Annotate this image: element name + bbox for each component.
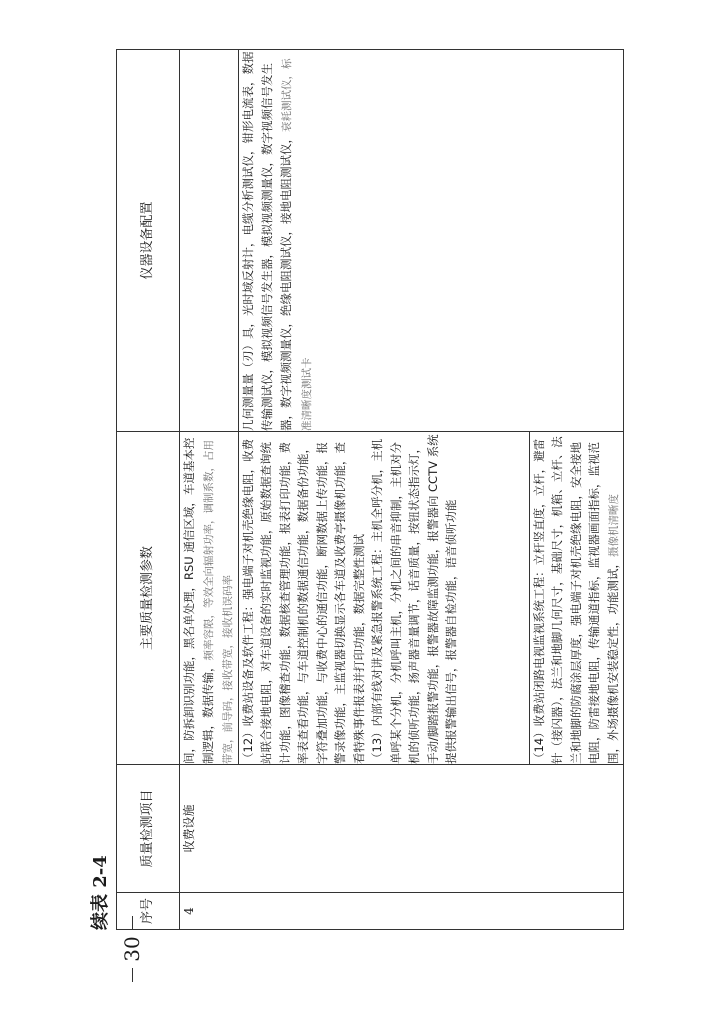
cell-params-12-13 [238,432,529,765]
table-header-row [117,50,180,930]
header-no: 序号 [117,893,180,930]
instruments-text: 几何测量量（刃）具，光时域反射计，电缆分析测试仪，钳形电流表，数据传输测试仪，模拟视频信号发生器，模拟视频测量仪，数字视频信号发生器，数字视频测量仪，绝缘电阻测试仪，接地电阻测试仪， [240,51,293,431]
page-number-dash-left [132,968,133,982]
params-continued-text: 间，防拆卸识别功能，黑名单处理，RSU 通信区域，车道基本控制逻辑，数据传输， [182,437,215,764]
header-params: 主要质量检测参数 [117,432,180,765]
params-continued-faint: 频率容限，等效全向辐射功率，调制系数，占用带宽，前导码，接收带宽，接收机误码率 [202,440,234,764]
header-item: 质量检测项目 [117,765,180,893]
page-number-text: 30 [120,936,144,962]
header-instruments: 仪器设备配置 [117,50,180,432]
params-item-14: （14）收费站闭路电视监视系统工程：立杆竖直度，立杆，避雷针（接闪器），法兰和地脚几何尺寸，基础尺寸，机箱、立杆、法兰和地脚的防腐涂层厚度，强电端子对机壳绝缘电阻，安全接地电阻，防雷接地电阻，传输通道指标，监视器画面指标，监视范围，外场摄像机安装稳定性，功能测试， [531,436,620,764]
cell-instruments-empty [180,50,239,432]
params-item-14-faint: 摄像机清晰度 [607,494,620,557]
params-item-12: （12）收费站设备及软件工程：强电端子对机壳绝缘电阻，收费站联合接地电阻，对车道设备的实时监视功能，原始数据查询统计功能，图像稽查功能，数据核查管理功能，报表打印功能，费率表查看功能，与车道控制机的数据通信功能，数据备份功能，字符叠加功能，与收费中心的通信功能，断网数据上传功能，报警录像功能，主监视器切换显示各车道及收费亭摄像机功能，查看特殊事件报表并打印功能，数据完整性测试 [240,438,366,764]
cell-params-continued [180,432,239,765]
cell-params-14 [529,432,624,765]
table-caption: 续表 2-4 [90,855,111,930]
cell-no: 4 [180,893,624,930]
cell-item: 收费设施 [180,765,624,893]
instruments-faint: 衰耗测试仪，标准清晰度测试卡 [280,58,313,431]
cell-instruments [238,50,624,432]
inspection-table [116,49,624,930]
table-row [180,50,239,930]
params-item-13: （13）内部有线对讲及紧急报警系统工程：主机全呼分机，主机单呼某个分机，分机呼叫主机，分机之间的串音抑制，主机对分机的侦听功能，扬声器音量调节，话音质量，按钮状态指示灯，手动/脚踏报警功能，报警器故障监测功能，报警器向 CCTV 系统提供报警输出信号，报警器自检功能，语音侦听功能 [370,434,458,764]
